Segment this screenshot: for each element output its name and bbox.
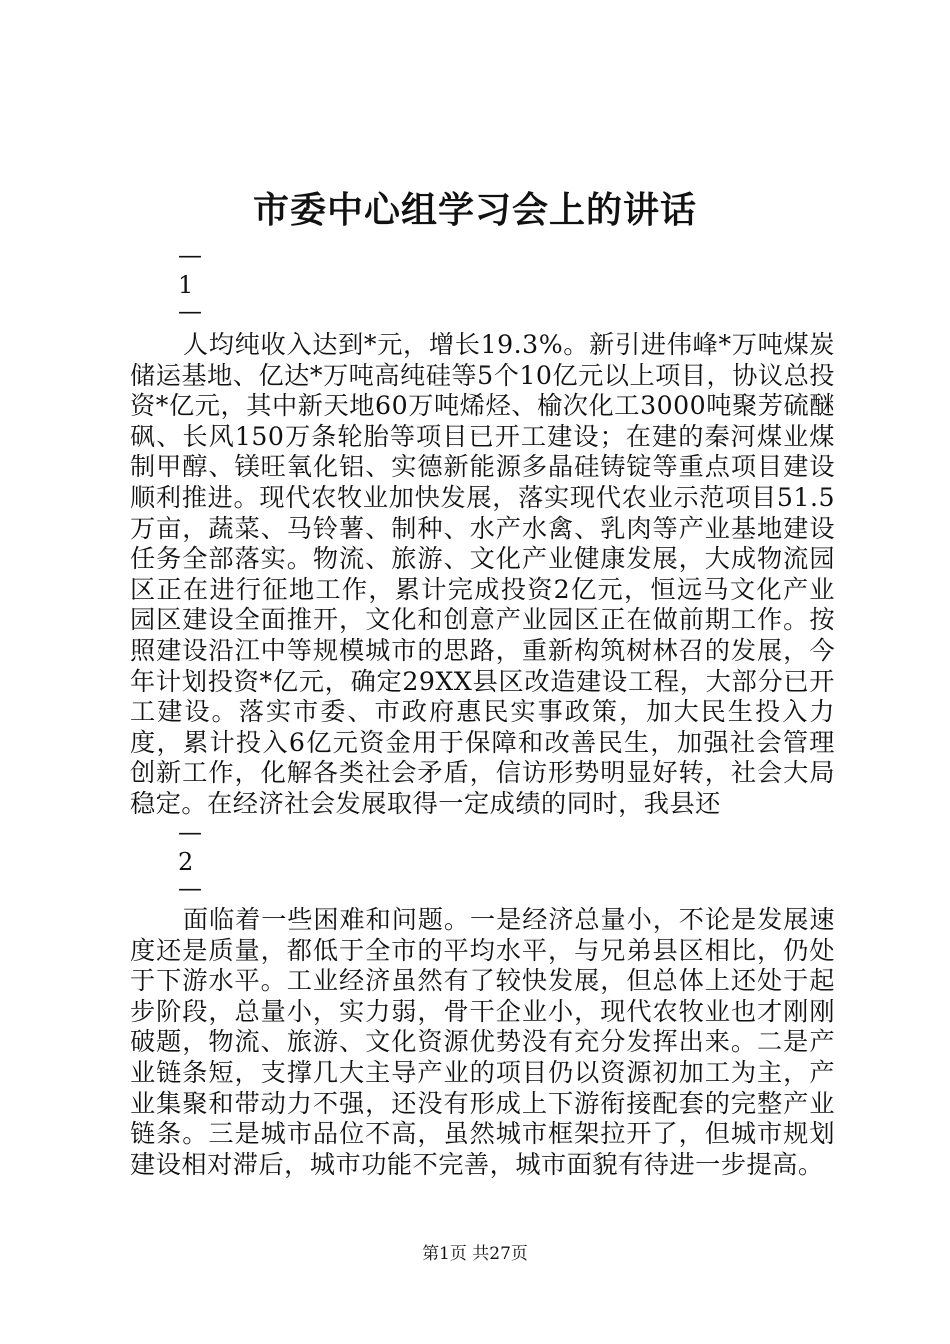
page-marker-number: 1 (178, 271, 194, 299)
page-marker-dash-bottom: — (178, 297, 202, 325)
page-marker-dash-top: — (178, 818, 202, 846)
body-paragraph: 人均纯收入达到*元，增长19.3%。新引进伟峰*万吨煤炭储运基地、亿达*万吨高纯硅等5个10亿元以上项目，协议总投资*亿元，其中新天地60万吨烯烃、榆次化工3000吨聚芳硫醚砜、长风150万条轮胎等项目已开工建设；在建的秦河煤业煤制甲醇、镁旺氧化铝、实德新能源多晶硅铸锭等重点项目建设顺利推进。现代农牧业加快发展，落实现代农业示范项目51.5万亩，蔬菜、马铃薯、制种、水产水禽、乳肉等产业基地建设任务全部落实。物流、旅游、文化产业健康发展，大成物流园区正在进行征地工作，累计完成投资2亿元，恒远马文化产业园区建设全面推开，文化和创意产业园区正在做前期工作。按照建设沿江中等规模城市的思路，重新构筑树林召的发展，今年计划投资*亿元，确定29XX县区改造建设工程，大部分已开工建设。落实市委、市政府惠民实事政策，加大民生投入力度，累计投入6亿元资金用于保障和改善民生，加强社会管理创新工作，化解各类社会矛盾，信访形势明显好转，社会大局稳定。在经济社会发展取得一定成绩的同时，我县还 (130, 330, 835, 818)
page-marker-dash-bottom: — (178, 874, 202, 902)
page-marker-number: 2 (178, 848, 194, 876)
page-footer: 第1页 共27页 (422, 1244, 528, 1264)
document-title: 市委中心组学习会上的讲话 (252, 189, 697, 231)
page-marker-dash-top: — (178, 241, 202, 269)
body-paragraph: 面临着一些困难和问题。一是经济总量小，不论是发展速度还是质量，都低于全市的平均水平，与兄弟县区相比，仍处于下游水平。工业经济虽然有了较快发展，但总体上还处于起步阶段，总量小，实力弱，骨干企业小，现代农牧业也才刚刚破题，物流、旅游、文化资源优势没有充分发挥出来。二是产业链条短，支撑几大主导产业的项目仍以资源初加工为主，产业集聚和带动力不强，还没有形成上下游衔接配套的完整产业链条。三是城市品位不高，虽然城市框架拉开了，但城市规划建设相对滞后，城市功能不完善，城市面貌有待进一步提高。 (130, 905, 835, 1179)
